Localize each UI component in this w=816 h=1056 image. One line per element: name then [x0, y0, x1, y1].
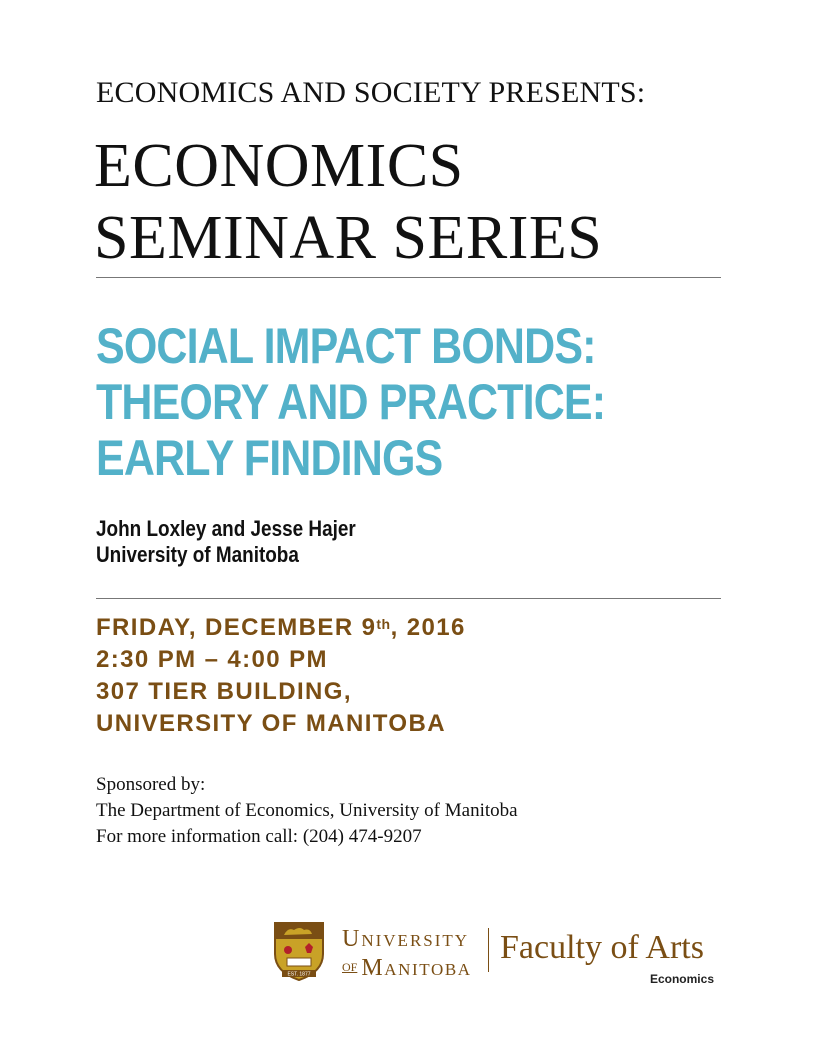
speaker-affiliation: University of Manitoba	[96, 542, 299, 567]
contact-info: For more information call: (204) 474-9207	[96, 826, 422, 847]
talk-title-line-1: SOCIAL IMPACT BONDS:	[96, 318, 596, 374]
sponsor-department: The Department of Economics, University of Manitoba	[96, 800, 518, 821]
university-wordmark-line-2	[342, 954, 472, 983]
university-logo	[272, 916, 722, 986]
logo-divider	[488, 928, 489, 972]
event-details	[96, 612, 466, 740]
presenter-heading: ECONOMICS AND SOCIETY PRESENTS:	[96, 76, 646, 109]
speaker-names: John Loxley and Jesse Hajer	[96, 516, 356, 541]
talk-title-line-2: THEORY AND PRACTICE:	[96, 374, 606, 430]
talk-title-line-3: EARLY FINDINGS	[96, 430, 443, 486]
talk-title	[96, 318, 605, 486]
event-date	[96, 612, 466, 644]
top-divider	[96, 277, 721, 278]
middle-divider	[96, 598, 721, 599]
event-location-line-1: 307 TIER BUILDING,	[96, 678, 352, 705]
university-wordmark	[342, 926, 472, 983]
speakers-block	[96, 516, 356, 568]
sponsor-block	[96, 772, 518, 850]
university-initial-u: U	[342, 926, 362, 952]
university-crest-icon	[272, 920, 326, 982]
event-time: 2:30 PM – 4:00 PM	[96, 646, 328, 673]
series-title	[94, 130, 602, 274]
event-date-year: , 2016	[390, 614, 466, 641]
university-initial-m: M	[361, 955, 385, 981]
event-location-line-2: UNIVERSITY OF MANITOBA	[96, 710, 446, 737]
series-title-line-2: SEMINAR SERIES	[94, 204, 603, 272]
university-of: OF	[342, 960, 358, 974]
manitoba-word-rest: ANITOBA	[384, 960, 472, 979]
event-date-main: FRIDAY, DECEMBER 9	[96, 614, 377, 641]
series-title-line-1: ECONOMICS	[94, 132, 464, 200]
university-wordmark-line-1	[342, 926, 472, 954]
faculty-name: Faculty of Arts	[500, 929, 704, 966]
event-date-ordinal: th	[376, 616, 391, 632]
department-name: Economics	[649, 972, 714, 986]
sponsor-label: Sponsored by:	[96, 774, 206, 795]
crest-text: EST. 1877	[287, 971, 311, 978]
university-word-rest: NIVERSITY	[361, 931, 470, 950]
